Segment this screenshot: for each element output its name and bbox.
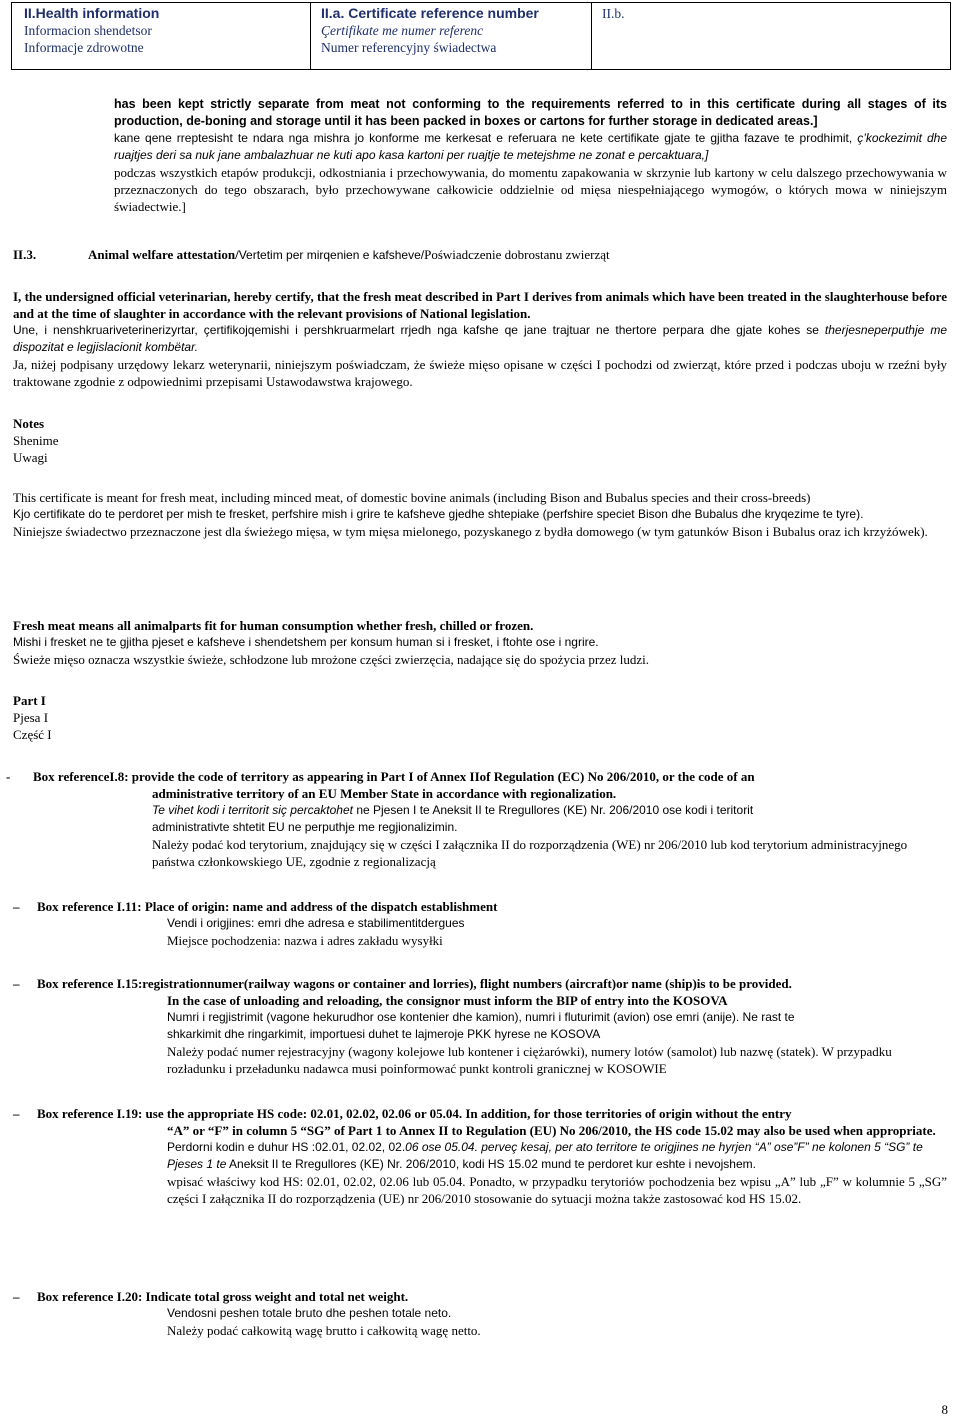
header-reference-sq: Çertifikate me numer referenc bbox=[321, 23, 484, 38]
certificate-header bbox=[11, 2, 951, 70]
box-i20-details bbox=[167, 1305, 947, 1339]
box-i19-sq-a: Perdorni kodin e duhur HS :02.01, 02.02, 02. bbox=[167, 1140, 406, 1154]
part-i-sq: Pjesa I bbox=[13, 710, 49, 725]
notes-heading bbox=[13, 415, 59, 466]
notes-sq: Shenime bbox=[13, 433, 59, 448]
intro-sq-b: ç’kockezimit dhe ruajtjes deri sa nuk jane ambalazhuar ne kuti apo kasa kartoni per ruajtje te metejshme ne zonat e percaktuara,] bbox=[114, 131, 948, 162]
box-i19-en-line2: “A” or “F” in column 5 “SG” of Part 1 to Annex II to Regulation (EU) No 206/2010, the HS code 15.02 may also be used when appropriate. bbox=[167, 1123, 936, 1138]
box-i8-sq-line2: administrativte shtetit EU ne perputhje me regjionalizimin. bbox=[152, 820, 458, 834]
header-health-pl: Informacje zdrowotne bbox=[24, 40, 144, 55]
box-i19-sq-c: Aneksit II te Rregullores (KE) Nr. 206/2010, kodi HS 15.02 mund te perdoret kur eshte i nevojshem. bbox=[226, 1157, 756, 1171]
box-i15-sq-line1: Numri i regjistrimit (vagone hekurudhor ose kontenier dhe kamion), numri i fluturimit (avion) ose emri (anije). Ne rast te bbox=[167, 1010, 795, 1024]
section-ii3-title-pl: Poświadczenie dobrostanu zwierząt bbox=[424, 247, 610, 262]
section-ii3-title-sq: Vertetim per mirqenien e kafsheve/ bbox=[238, 248, 425, 262]
intro-section bbox=[114, 96, 947, 215]
page-number: 8 bbox=[941, 1402, 948, 1417]
section-ii3-number: II.3. bbox=[13, 247, 37, 262]
box-i19-en-line1: Box reference I.19: use the appropriate HS code: 02.01, 02.02, 02.06 or 05.04. In addition, for those territories of origin without the entry bbox=[37, 1106, 792, 1121]
notes-en: Notes bbox=[13, 416, 45, 431]
notes-pl: Uwagi bbox=[13, 450, 48, 465]
box-i19-details bbox=[167, 1122, 947, 1207]
header-health-title: II.Health information bbox=[24, 5, 160, 21]
scope-pl: Niniejsze świadectwo przeznaczone jest dla świeżego mięsa, w tym mięsa mielonego, pozyskanego z bydła domowego (w tym gatunków Bison i Bubalus oraz ich krzyżówek). bbox=[13, 524, 928, 539]
box-i11-details bbox=[167, 915, 947, 949]
part-i-pl: Część I bbox=[13, 727, 52, 742]
welfare-en: I, the undersigned official veterinarian, hereby certify, that the fresh meat described in Part I derives from animals which have been treated in the slaughterhouse before and at the time of slaughter in accordance with the relevant provisions of National legislation. bbox=[13, 289, 947, 321]
box-i15-pl: Należy podać numer rejestracyjny (wagony kolejowe lub kontener i ciężarówki), numery lotów (samolot) lub nazwę (statek). W przypadku rozładunku i przeładunku nadawca musi poinformować punkt kontroli granicznej w KOSOWIE bbox=[167, 1044, 892, 1076]
welfare-sq-a: Une, i nenshkruariveterinerizyrtar, çertifikojqemishi i pershkruarmelart rrjedh nga kafshe qe jane trajtuar ne thertore perpara dhe gjate kohes se bbox=[13, 323, 819, 337]
section-ii3-title-en: Animal welfare attestation/ bbox=[88, 247, 239, 262]
box-i20-pl: Należy podać całkowitą wagę brutto i całkowitą wagę netto. bbox=[167, 1323, 481, 1338]
box-i8-bullet: - bbox=[6, 769, 11, 784]
box-i20-en: Box reference I.20: Indicate total gross weight and total net weight. bbox=[37, 1289, 409, 1304]
box-i19-sq-b: 06 ose 05.04. perveç kesaj, per ato territore te origjines ne hyrjen “A” ose”F” ne kolonen 5 “SG” te Pjeses 1 te bbox=[167, 1140, 923, 1171]
box-i15-bullet: – bbox=[13, 976, 20, 991]
header-health-sq: Informacion shendetsor bbox=[24, 23, 152, 38]
intro-sq-a: kane qene rreptesisht te ndara nga mishra jo konforme me kerkesat e referuara ne kete certifikate gjate te gjitha fazave te prodhimit, bbox=[114, 131, 853, 145]
header-reference-pl: Numer referencyjny świadectwa bbox=[321, 40, 497, 55]
scope-section bbox=[13, 489, 933, 540]
box-i20-bullet: – bbox=[13, 1289, 20, 1304]
box-i11-en: Box reference I.11: Place of origin: name and address of the dispatch establishment bbox=[37, 899, 498, 914]
freshmeat-sq: Mishi i fresket ne te gjitha pjeset e kafsheve i shendetshem per konsum human si i fresket, i ftohte ose i ngrire. bbox=[13, 635, 599, 649]
intro-en: has been kept strictly separate from meat not conforming to the requirements referred to in this certificate during all stages of its production, de-boning and storage until it has been packed in boxes or cartons for further storage in dedicated areas.] bbox=[114, 97, 947, 128]
box-i15-details bbox=[167, 992, 947, 1077]
welfare-section bbox=[13, 288, 947, 390]
part-i-en: Part I bbox=[13, 693, 46, 708]
box-i11-sq: Vendi i origjines: emri dhe adresa e stabilimentitdergues bbox=[167, 916, 465, 930]
box-i11-pl: Miejsce pochodzenia: nazwa i adres zakładu wysyłki bbox=[167, 933, 443, 948]
welfare-pl: Ja, niżej podpisany urzędowy lekarz weterynarii, niniejszym poświadczam, że świeże mięso opisane w części I pochodzi od zwierząt, które przed i podczas uboju w rzeźni były traktowane zgodnie z odpowiednimi przepisami Ustawodawstwa krajowego. bbox=[13, 357, 947, 389]
freshmeat-pl: Świeże mięso oznacza wszystkie świeże, schłodzone lub mrożone części zwierzęcia, nadające się do spożycia przez ludzi. bbox=[13, 652, 649, 667]
freshmeat-section bbox=[13, 617, 933, 668]
scope-en: This certificate is meant for fresh meat, including minced meat, of domestic bovine animals (including Bison and Bubalus species and their cross-breeds) bbox=[13, 490, 811, 505]
box-i15-en-line1: Box reference I.15:registrationnumer(railway wagons or container and lorries), flight numbers (aircraft)or name (ship)is to be provided. bbox=[37, 976, 792, 991]
intro-pl: podczas wszystkich etapów produkcji, odkostniania i przechowywania, do momentu zapakowania w skrzynie lub kartony w celu dalszego przechowywania w przeznaczonych do tego obszarach, było przechowywane całkowicie oddzielnie od mięsa niespełniającego wymogów, o których mowa w niniejszym świadectwie.] bbox=[114, 165, 947, 214]
section-ii3-title bbox=[88, 246, 948, 264]
box-i8-en-line2: administrative territory of an EU Member State in accordance with regionalization. bbox=[152, 786, 617, 801]
header-certificate-reference bbox=[311, 3, 592, 69]
box-i11-bullet: – bbox=[13, 899, 20, 914]
header-reference-title: II.a. Certificate reference number bbox=[321, 5, 539, 21]
box-i8-details bbox=[152, 785, 947, 870]
header-iib bbox=[592, 3, 950, 69]
box-i8-en-line1: Box referenceI.8: provide the code of territory as appearing in Part I of Annex IIof Regulation (EC) No 206/2010, or the code of an bbox=[33, 769, 755, 784]
box-i19-pl: wpisać właściwy kod HS: 02.01, 02.02, 02.06 lub 05.04. Ponadto, w przypadku terytoriów pochodzenia bez wpisu „A” lub „F” w kolumnie 5 „SG” części I załącznika II do rozporządzenia (UE) nr 206/2010 stosowanie do sytuacji można także zastosować kod HS 15.02. bbox=[167, 1174, 947, 1206]
freshmeat-en: Fresh meat means all animalparts fit for human consumption whether fresh, chilled or frozen. bbox=[13, 618, 534, 633]
box-i8-sq-a: Te vihet kodi i territorit siç percaktohet bbox=[152, 803, 353, 817]
box-i15-en-line2: In the case of unloading and reloading, the consignor must inform the BIP of entry into the KOSOVA bbox=[167, 993, 728, 1008]
header-iib-title: II.b. bbox=[602, 6, 625, 21]
welfare-sq-b: therjesneperputhje me dispozitat e legjislacionit kombëtar. bbox=[13, 323, 947, 354]
box-i8-pl: Należy podać kod terytorium, znajdujący się w części I załącznika II do rozporządzenia (WE) nr 206/2010 lub kod terytorium administracyjnego państwa członkowskiego UE, zgodnie z regionalizacją bbox=[152, 837, 908, 869]
scope-sq: Kjo certifikate do te perdoret per mish te fresket, perfshire mish i grire te kafsheve gjedhe shtepiake (perfshire speciet Bison dhe Bubalus dhe kryqezime te tyre). bbox=[13, 507, 864, 521]
box-i19-bullet: – bbox=[13, 1106, 20, 1121]
box-i8-sq-b: ne Pjesen I te Aneksit II te Rregullores (KE) Nr. 206/2010 ose kodi i teritorit bbox=[352, 803, 754, 817]
header-health-information bbox=[12, 3, 311, 69]
box-i20-sq: Vendosni peshen totale bruto dhe peshen totale neto. bbox=[167, 1306, 452, 1320]
box-i15-sq-line2: shkarkimit dhe ringarkimit, importuesi duhet te lajmeroje PKK hyrese ne KOSOVA bbox=[167, 1027, 601, 1041]
part-i-heading bbox=[13, 692, 52, 743]
